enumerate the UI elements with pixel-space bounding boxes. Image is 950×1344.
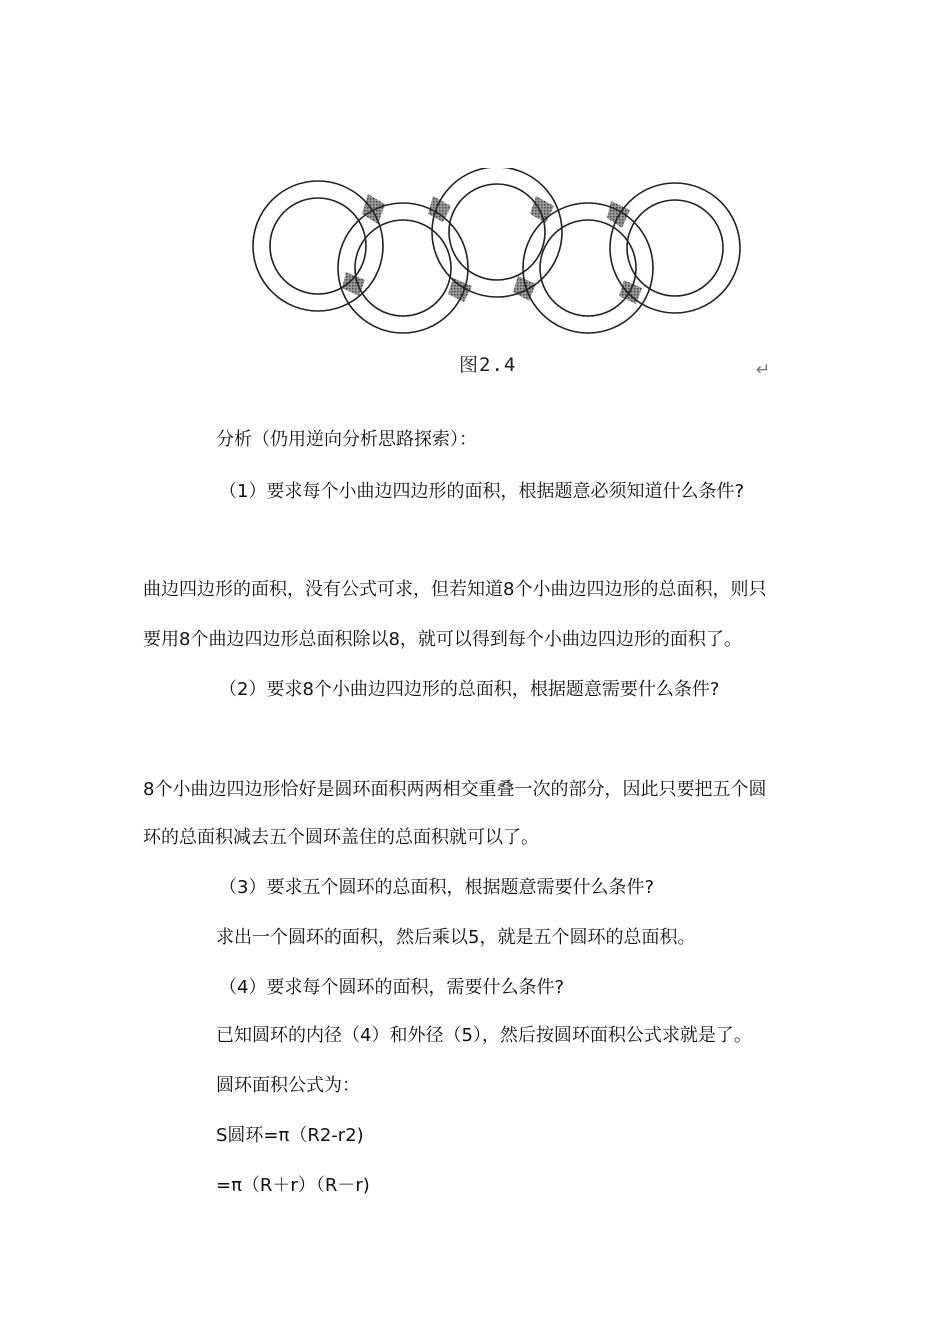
analysis-heading: 分析（仍用逆向分析思路探索）：	[216, 429, 477, 450]
rings	[253, 168, 740, 333]
question-4: （4）要求每个圆环的面积，需要什么条件?	[219, 977, 565, 998]
ring-inner	[355, 220, 451, 316]
overlap-region	[362, 194, 385, 224]
answer-1-line-1: 曲边四边形的面积，没有公式可求，但若知道8个小曲边四边形的总面积，则只	[143, 579, 767, 600]
ring-outer	[610, 183, 740, 313]
formula-line-2: =π（R＋r）（R－r)	[216, 1175, 370, 1196]
question-2: （2）要求8个小曲边四边形的总面积，根据题意需要什么条件?	[219, 679, 720, 700]
rings-diagram	[250, 168, 750, 338]
formula-line-1: S圆环=π（R2-r2)	[216, 1125, 364, 1146]
ring-inner	[540, 220, 636, 316]
ring-outer	[253, 181, 383, 311]
answer-1-line-2: 要用8个曲边四边形总面积除以8，就可以得到每个小曲边四边形的面积了。	[143, 629, 742, 650]
figure-caption: 图2.4	[459, 354, 517, 376]
formula-label: 圆环面积公式为：	[216, 1075, 360, 1096]
return-mark-icon: ↵	[756, 360, 771, 380]
answer-2-line-2: 环的总面积减去五个圆环盖住的总面积就可以了。	[143, 827, 539, 848]
ring-outer	[338, 203, 468, 333]
answer-3: 求出一个圆环的面积，然后乘以5，就是五个圆环的总面积。	[216, 927, 696, 948]
question-3: （3）要求五个圆环的总面积，根据题意需要什么条件?	[219, 877, 655, 898]
ring-inner	[449, 184, 545, 280]
five-rings-figure	[250, 168, 750, 338]
ring-inner	[627, 200, 723, 296]
overlap-shading	[342, 194, 642, 304]
ring-outer	[432, 168, 562, 297]
ring-inner	[270, 198, 366, 294]
question-1: （1）要求每个小曲边四边形的面积，根据题意必须知道什么条件?	[219, 481, 745, 502]
answer-4: 已知圆环的内径（4）和外径（5），然后按圆环面积公式求就是了。	[216, 1025, 752, 1046]
answer-2-line-1: 8个小曲边四边形恰好是圆环面积两两相交重叠一次的部分，因此只要把五个圆	[143, 779, 767, 800]
